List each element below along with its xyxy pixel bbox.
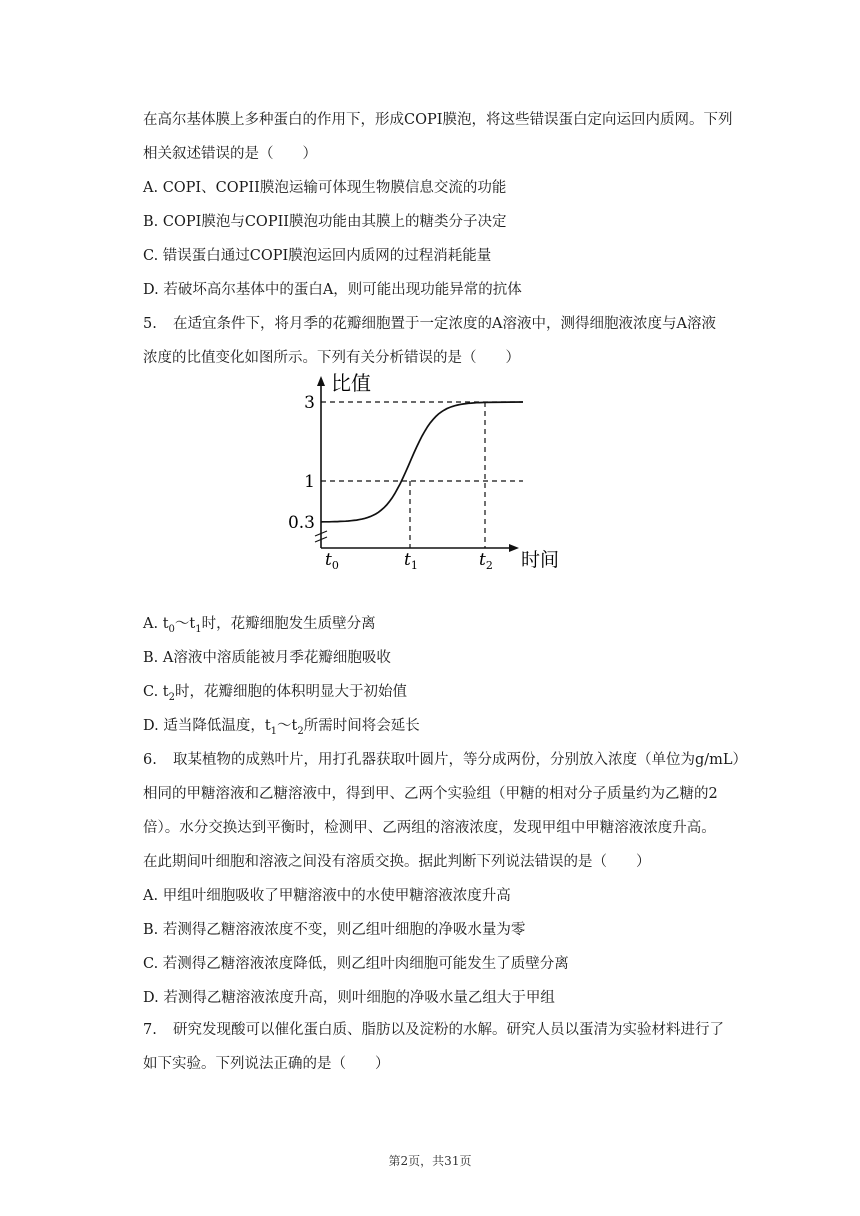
q7-text-line2: 如下实验。下列说法正确的是（ ）: [143, 1056, 390, 1072]
q6-text-line1: 6. 取某植物的成熟叶片，用打孔器获取叶圆片，等分成两份，分别放入浓度（单位为g/mL）: [143, 752, 748, 768]
q6-number: 6.: [143, 752, 157, 768]
x-axis-arrow: [509, 544, 519, 552]
q4-option-b: B. COPI膜泡与COPII膜泡功能由其膜上的糖类分子决定: [143, 214, 507, 230]
x-axis-label: 时间: [521, 549, 560, 571]
q4-text-line2: 相关叙述错误的是（ ）: [143, 146, 317, 162]
y-tick-label: 0.3: [287, 513, 315, 533]
q5-number: 5.: [143, 316, 157, 332]
q5-option-a: A. $t_0\sim t_1$时，花瓣细胞发生质壁分离: [143, 616, 376, 635]
q5-text-line2: 浓度的比值变化如图所示。下列有关分析错误的是（ ）: [143, 350, 520, 366]
q4-option-d: D. 若破坏高尔基体中的蛋白A，则可能出现功能异常的抗体: [143, 282, 522, 298]
x-tick-label: $t_1$: [404, 550, 418, 572]
page-footer: 第2页，共31页: [388, 1154, 472, 1168]
q5-stem-1: 在适宜条件下，将月季的花瓣细胞置于一定浓度的A溶液中，测得细胞液浓度与A溶液: [173, 316, 716, 332]
q5-option-c: C. $t_2$时，花瓣细胞的体积明显大于初始值: [143, 684, 407, 703]
q6-option-b: B. 若测得乙糖溶液浓度不变，则乙组叶细胞的净吸水量为零: [143, 922, 526, 938]
q4-option-c: C. 错误蛋白通过COPI膜泡运回内质网的过程消耗能量: [143, 248, 492, 264]
q6-text-line2: 相同的甲糖溶液和乙糖溶液中，得到甲、乙两个实验组（甲糖的相对分子质量约为乙糖的2: [143, 786, 718, 802]
x-tick-label: $t_2$: [479, 550, 493, 572]
q5-text-line1: [143, 314, 716, 334]
q5-option-d: D. 适当降低温度，$t_1\sim t_2$所需时间将会延长: [143, 718, 420, 737]
q6-text-line4: 在此期间叶细胞和溶液之间没有溶质交换。据此判断下列说法错误的是（ ）: [143, 854, 651, 870]
q4-option-a: A. COPI、COPII膜泡运输可体现生物膜信息交流的功能: [143, 180, 507, 196]
q5-option-b: B. A溶液中溶质能被月季花瓣细胞吸收: [143, 650, 391, 666]
q6-option-c: C. 若测得乙糖溶液浓度降低，则乙组叶肉细胞可能发生了质壁分离: [143, 956, 569, 972]
y-axis-label: 比值: [331, 371, 371, 395]
q6-text-line3: 倍）。水分交换达到平衡时，检测甲、乙两组的溶液浓度，发现甲组中甲糖溶液浓度升高。: [143, 820, 716, 836]
q7-text-line1: 7. 研究发现酸可以催化蛋白质、脂肪以及淀粉的水解。研究人员以蛋清为实验材料进行了: [143, 1022, 724, 1038]
y-tick-label: 1: [304, 472, 315, 492]
ratio-chart: [285, 370, 585, 580]
q6-option-d: D. 若测得乙糖溶液浓度升高，则叶细胞的净吸水量乙组大于甲组: [143, 990, 555, 1006]
y-axis-arrow: [317, 376, 325, 386]
y-tick-label: 3: [304, 393, 315, 413]
x-tick-label: $t_0$: [325, 550, 339, 572]
q6-option-a: A. 甲组叶细胞吸收了甲糖溶液中的水使甲糖溶液浓度升高: [143, 888, 511, 904]
q4-text-line1: 在高尔基体膜上多种蛋白的作用下，形成COPI膜泡，将这些错误蛋白定向运回内质网。下列: [143, 112, 733, 128]
ratio-curve: [321, 402, 523, 522]
q7-number: 7.: [143, 1022, 157, 1038]
